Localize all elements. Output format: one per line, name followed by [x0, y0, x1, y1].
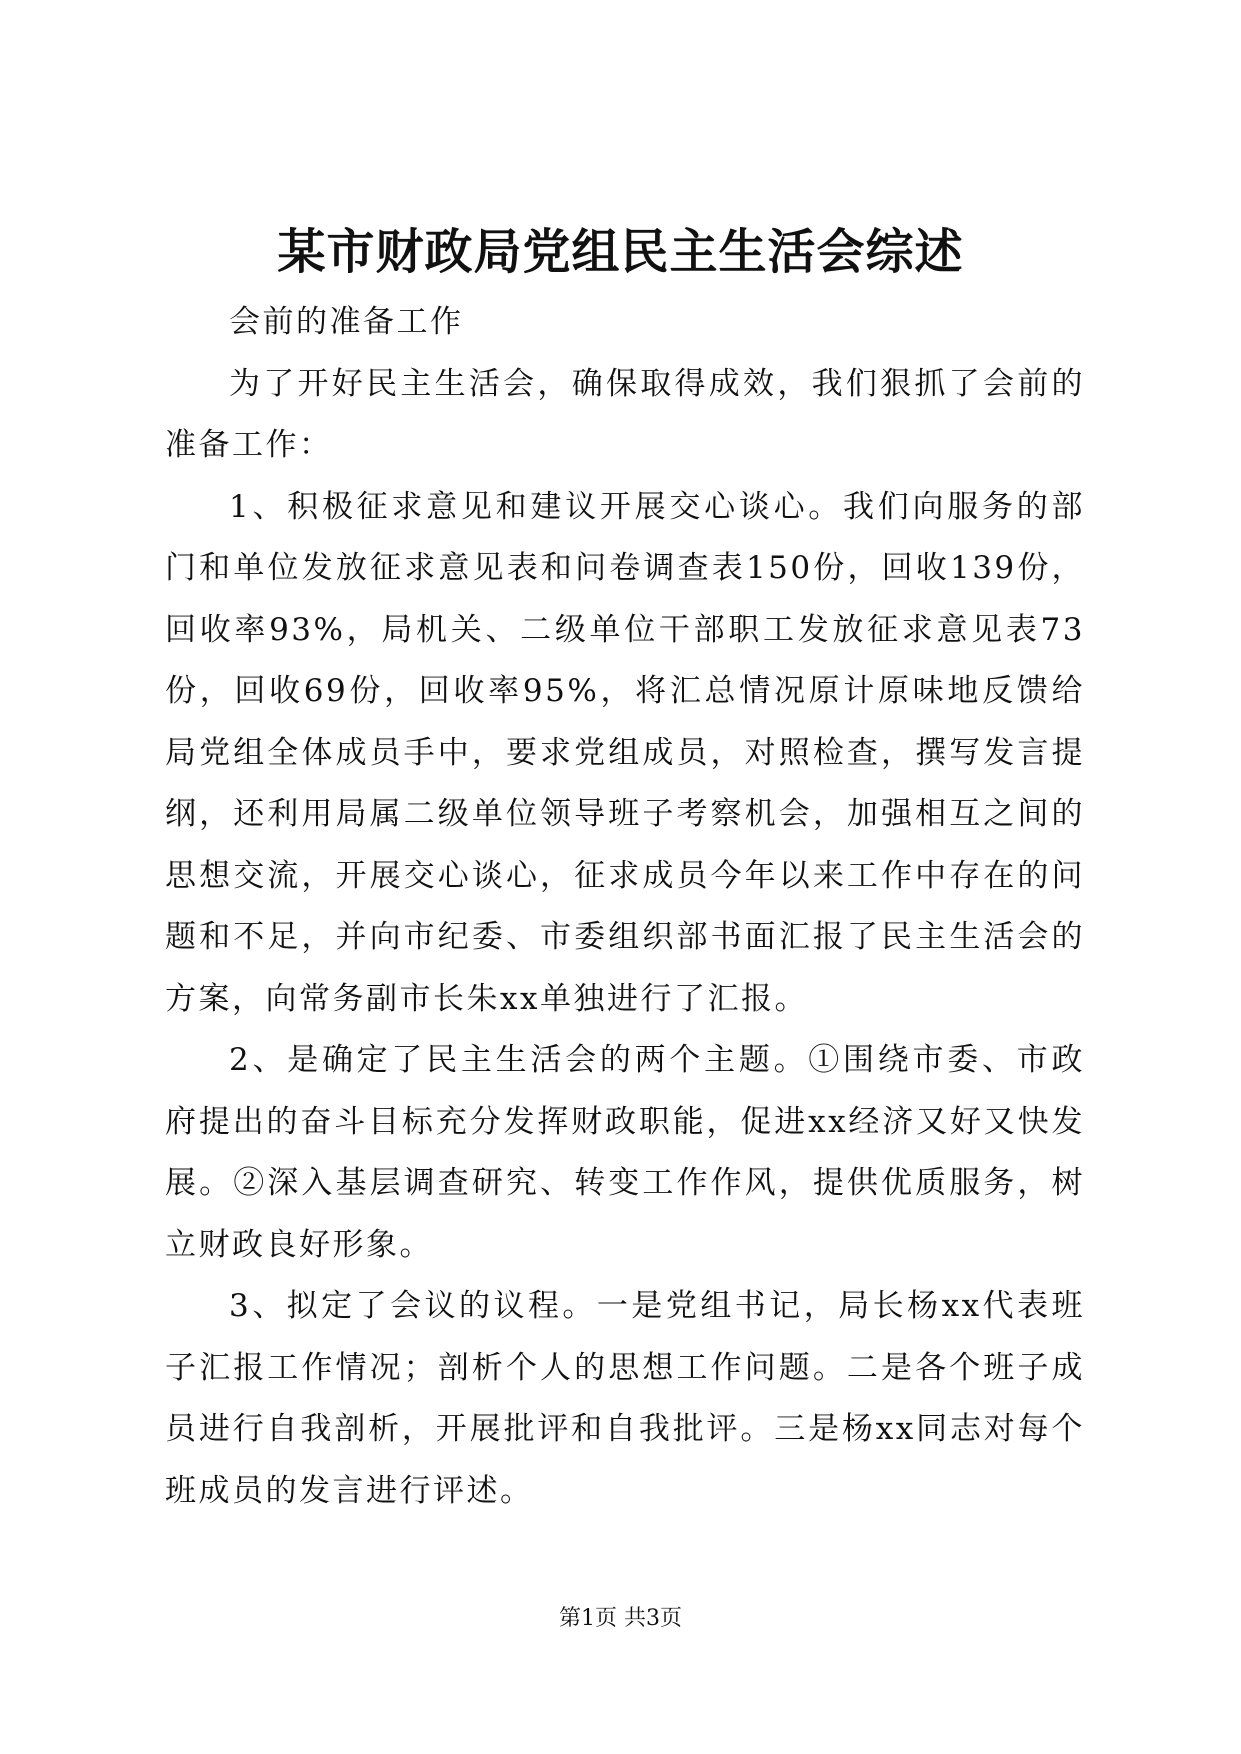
section-heading: 会前的准备工作 — [229, 304, 464, 340]
paragraph-intro: 为了开好民主生活会，确保取得成效，我们狠抓了会前的准备工作： — [165, 365, 1085, 463]
paragraph-item-1: 1、积极征求意见和建议开展交心谈心。我们向服务的部门和单位发放征求意见表和问卷调查表150份，回收139份，回收率93%，局机关、二级单位干部职工发放征求意见表73份，回收69份，回收率95%，将汇总情况原计原味地反馈给局党组全体成员手中，要求党组成员，对照检查，撰写发言提纲，还利用局属二级单位领导班子考察机会，加强相互之间的思想交流，开展交心谈心，征求成员今年以来工作中存在的问题和不足，并向市纪委、市委组织部书面汇报了民主生活会的方案，向常务副市长朱xx单独进行了汇报。 — [165, 488, 1085, 1017]
page-footer: 第1页 共3页 — [559, 1606, 682, 1631]
document-body — [165, 292, 1085, 1522]
document-title: 某市财政局党组民主生活会综述 — [277, 224, 964, 280]
paragraph-item-2: 2、是确定了民主生活会的两个主题。①围绕市委、市政府提出的奋斗目标充分发挥财政职能，促进xx经济又好又快发展。②深入基层调查研究、转变工作作风，提供优质服务，树立财政良好形象。 — [165, 1042, 1085, 1263]
paragraph-item-3: 3、拟定了会议的议程。一是党组书记，局长杨xx代表班子汇报工作情况；剖析个人的思想工作问题。二是各个班子成员进行自我剖析，开展批评和自我批评。三是杨xx同志对每个班成员的发言进行评述。 — [165, 1288, 1085, 1509]
